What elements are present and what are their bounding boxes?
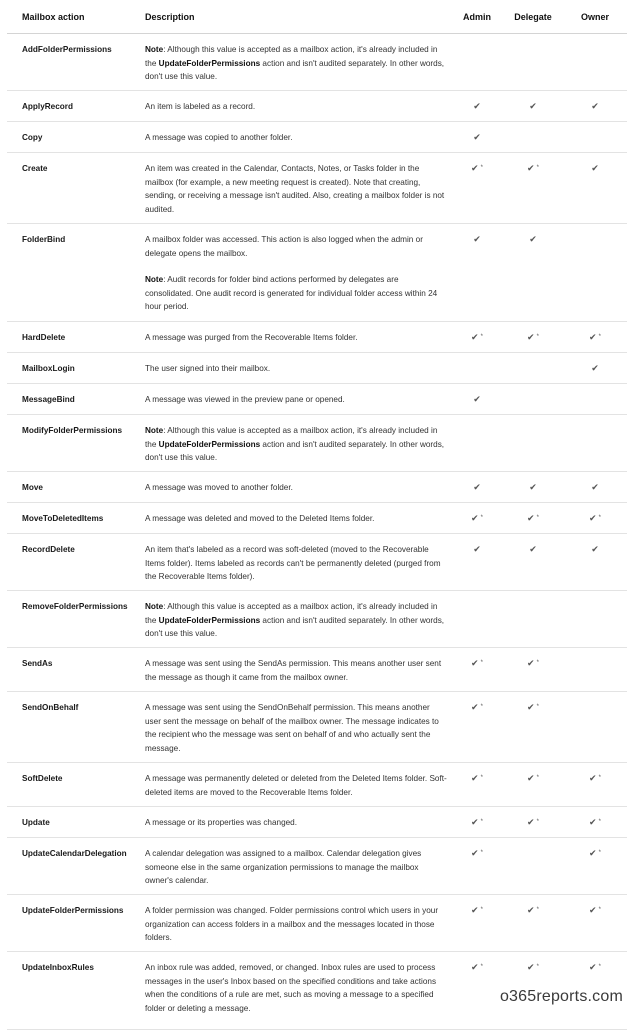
owner-cell: [563, 503, 627, 534]
delegate-cell: [503, 895, 563, 952]
checkmark-glyph: ✔: [527, 658, 535, 668]
delegate-cell: [503, 838, 563, 895]
checkmark-glyph: ✔: [473, 101, 481, 111]
table-row: [7, 353, 627, 384]
description-paragraph: [145, 43, 447, 84]
checkmark-glyph: ✔: [529, 101, 537, 111]
delegate-cell: [503, 322, 563, 353]
owner-cell: [563, 591, 627, 648]
admin-cell: [451, 763, 503, 807]
owner-cell: [563, 763, 627, 807]
asterisk-icon: *: [480, 850, 483, 856]
checkmark-glyph: ✔: [527, 513, 535, 523]
owner-cell: [563, 895, 627, 952]
mailbox-action-name: AddFolderPermissions: [7, 34, 145, 91]
checkmark-icon: [589, 848, 601, 858]
mailbox-action-name: SendOnBehalf: [7, 692, 145, 763]
table-row: [7, 153, 627, 224]
asterisk-icon: *: [598, 775, 601, 781]
owner-cell: [563, 122, 627, 153]
admin-cell: [451, 384, 503, 415]
checkmark-icon: [471, 962, 483, 972]
owner-cell: [563, 838, 627, 895]
asterisk-icon: *: [536, 515, 539, 521]
checkmark-glyph: ✔: [471, 773, 479, 783]
asterisk-icon: *: [480, 819, 483, 825]
owner-cell: [563, 322, 627, 353]
mailbox-action-name: Create: [7, 153, 145, 224]
description-text: action and isn't audited separately. In other words, don't use this value.: [145, 58, 445, 81]
checkmark-icon: [473, 101, 481, 111]
owner-cell: [563, 384, 627, 415]
checkmark-glyph: ✔: [473, 132, 481, 142]
owner-cell: [563, 34, 627, 91]
checkmark-glyph: ✔: [527, 163, 535, 173]
description-text: An item was created in the Calendar, Contacts, Notes, or Tasks folder in the mailbox (for example, a new meeting request is created). Note that creating, sending, or receiving a message isn't audited. Also, creating a mailbox folder is not audited.: [145, 164, 445, 214]
asterisk-icon: *: [480, 165, 483, 171]
owner-cell: [563, 153, 627, 224]
delegate-cell: [503, 224, 563, 322]
table-row: [7, 648, 627, 692]
table-row: [7, 591, 627, 648]
action-description: [145, 415, 451, 472]
checkmark-icon: [589, 962, 601, 972]
checkmark-icon: [589, 817, 601, 827]
asterisk-icon: *: [536, 964, 539, 970]
checkmark-icon: [473, 234, 481, 244]
admin-cell: [451, 952, 503, 1030]
description-text: A mailbox folder was accessed. This action is also logged when the admin or delegate opens the mailbox.: [145, 235, 423, 258]
checkmark-icon: [589, 332, 601, 342]
action-description: [145, 591, 451, 648]
admin-cell: [451, 692, 503, 763]
admin-cell: [451, 122, 503, 153]
delegate-cell: [503, 503, 563, 534]
table-body: [7, 34, 627, 1030]
asterisk-icon: *: [598, 334, 601, 340]
checkmark-icon: [471, 163, 483, 173]
action-description: [145, 384, 451, 415]
description-paragraph: [145, 816, 447, 830]
description-text: A message was viewed in the preview pane or opened.: [145, 395, 345, 404]
description-emphasis: Note: [145, 602, 164, 611]
table-header-row: [7, 0, 627, 34]
action-description: [145, 692, 451, 763]
action-description: [145, 807, 451, 838]
table-row: [7, 807, 627, 838]
header-admin: Admin: [451, 0, 503, 34]
delegate-cell: [503, 692, 563, 763]
checkmark-glyph: ✔: [471, 817, 479, 827]
mailbox-action-name: RemoveFolderPermissions: [7, 591, 145, 648]
mailbox-action-name: Update: [7, 807, 145, 838]
header-delegate: Delegate: [503, 0, 563, 34]
description-paragraph: [145, 131, 447, 145]
action-description: [145, 353, 451, 384]
asterisk-icon: *: [480, 964, 483, 970]
owner-cell: [563, 91, 627, 122]
description-text: A message was sent using the SendOnBehalf permission. This means another user sent the message on behalf of the mailbox owner. The message indicates to the recipient who the message was sent on behalf of and who actually sent the message.: [145, 703, 439, 753]
description-text: A calendar delegation was assigned to a mailbox. Calendar delegation gives someone else in the same organization permissions to manage the mailbox owner's calendar.: [145, 849, 422, 885]
asterisk-icon: *: [536, 334, 539, 340]
description-text: The user signed into their mailbox.: [145, 364, 271, 373]
checkmark-icon: [471, 905, 483, 915]
mailbox-action-name: HardDelete: [7, 322, 145, 353]
admin-cell: [451, 224, 503, 322]
admin-cell: [451, 353, 503, 384]
checkmark-glyph: ✔: [529, 234, 537, 244]
checkmark-icon: [471, 513, 483, 523]
admin-cell: [451, 322, 503, 353]
checkmark-glyph: ✔: [529, 482, 537, 492]
delegate-cell: [503, 34, 563, 91]
checkmark-icon: [529, 482, 537, 492]
delegate-cell: [503, 534, 563, 591]
checkmark-icon: [471, 702, 483, 712]
action-description: [145, 648, 451, 692]
delegate-cell: [503, 353, 563, 384]
checkmark-icon: [591, 363, 599, 373]
asterisk-icon: *: [536, 165, 539, 171]
delegate-cell: [503, 415, 563, 472]
asterisk-icon: *: [480, 660, 483, 666]
table-row: [7, 384, 627, 415]
table-row: [7, 534, 627, 591]
description-paragraph: [145, 961, 447, 1015]
action-description: [145, 763, 451, 807]
checkmark-glyph: ✔: [527, 962, 535, 972]
checkmark-icon: [473, 482, 481, 492]
asterisk-icon: *: [598, 819, 601, 825]
delegate-cell: [503, 472, 563, 503]
description-paragraph: [145, 543, 447, 584]
action-description: [145, 34, 451, 91]
delegate-cell: [503, 807, 563, 838]
checkmark-glyph: ✔: [527, 817, 535, 827]
asterisk-icon: *: [598, 907, 601, 913]
admin-cell: [451, 415, 503, 472]
table-row: [7, 472, 627, 503]
description-text: : Although this value is accepted as a mailbox action, it's already included in the: [145, 45, 438, 68]
checkmark-icon: [591, 163, 599, 173]
description-text: action and isn't audited separately. In other words, don't use this value.: [145, 439, 445, 462]
asterisk-icon: *: [598, 850, 601, 856]
action-description: [145, 503, 451, 534]
checkmark-glyph: ✔: [473, 394, 481, 404]
checkmark-glyph: ✔: [589, 962, 597, 972]
table-row: [7, 322, 627, 353]
asterisk-icon: *: [480, 704, 483, 710]
delegate-cell: [503, 384, 563, 415]
header-mailbox-action: Mailbox action: [7, 0, 145, 34]
asterisk-icon: *: [598, 964, 601, 970]
delegate-cell: [503, 153, 563, 224]
checkmark-glyph: ✔: [473, 482, 481, 492]
checkmark-icon: [471, 658, 483, 668]
site-watermark: o365reports.com: [499, 988, 623, 1005]
checkmark-icon: [589, 773, 601, 783]
description-emphasis: UpdateFolderPermissions: [158, 58, 261, 68]
checkmark-glyph: ✔: [471, 332, 479, 342]
description-paragraph: [145, 847, 447, 888]
action-description: [145, 472, 451, 503]
checkmark-glyph: ✔: [471, 962, 479, 972]
asterisk-icon: *: [536, 907, 539, 913]
description-text: A message or its properties was changed.: [145, 818, 298, 827]
checkmark-icon: [471, 332, 483, 342]
action-description: [145, 534, 451, 591]
description-text: A folder permission was changed. Folder permissions control which users in your organization can access folders in a mailbox and the messages located in those folders.: [145, 906, 439, 942]
checkmark-glyph: ✔: [589, 848, 597, 858]
checkmark-icon: [527, 773, 539, 783]
checkmark-glyph: ✔: [471, 658, 479, 668]
mailbox-action-name: ModifyFolderPermissions: [7, 415, 145, 472]
description-text: A message was deleted and moved to the Deleted Items folder.: [145, 514, 375, 523]
table-row: [7, 224, 627, 322]
description-text: An item that's labeled as a record was soft-deleted (moved to the Recoverable Items folder). Items labeled as records can't be permanently deleted (purged from the Recoverable Items folder).: [145, 545, 441, 581]
header-owner: Owner: [563, 0, 627, 34]
action-description: [145, 895, 451, 952]
checkmark-glyph: ✔: [589, 773, 597, 783]
description-emphasis: Note: [145, 275, 164, 284]
checkmark-glyph: ✔: [589, 817, 597, 827]
action-description: [145, 838, 451, 895]
action-description: [145, 91, 451, 122]
checkmark-glyph: ✔: [527, 905, 535, 915]
action-description: [145, 952, 451, 1030]
checkmark-icon: [527, 332, 539, 342]
checkmark-icon: [591, 101, 599, 111]
mailbox-action-name: SendAs: [7, 648, 145, 692]
checkmark-icon: [527, 817, 539, 827]
description-paragraph: [145, 424, 447, 465]
asterisk-icon: *: [536, 775, 539, 781]
asterisk-icon: *: [536, 704, 539, 710]
checkmark-icon: [471, 817, 483, 827]
checkmark-icon: [589, 513, 601, 523]
description-text: action and isn't audited separately. In other words, don't use this value.: [145, 615, 445, 638]
description-text: A message was purged from the Recoverable Items folder.: [145, 333, 358, 342]
description-paragraph: [145, 162, 447, 216]
description-emphasis: Note: [145, 45, 164, 54]
description-text: A message was permanently deleted or deleted from the Deleted Items folder. Soft-deleted items are moved to the Recoverable Items folder.: [145, 774, 447, 797]
description-text: : Although this value is accepted as a mailbox action, it's already included in the: [145, 602, 438, 625]
description-paragraph: [145, 362, 447, 376]
description-text: : Although this value is accepted as a mailbox action, it's already included in the: [145, 426, 438, 449]
description-text: A message was copied to another folder.: [145, 133, 293, 142]
table-row: [7, 895, 627, 952]
description-paragraph: [145, 100, 447, 114]
delegate-cell: [503, 91, 563, 122]
owner-cell: [563, 415, 627, 472]
description-paragraph: [145, 481, 447, 495]
checkmark-glyph: ✔: [473, 544, 481, 554]
checkmark-glyph: ✔: [471, 163, 479, 173]
owner-cell: [563, 472, 627, 503]
delegate-cell: [503, 763, 563, 807]
checkmark-glyph: ✔: [529, 544, 537, 554]
checkmark-icon: [591, 482, 599, 492]
admin-cell: [451, 591, 503, 648]
mailbox-action-name: FolderBind: [7, 224, 145, 322]
checkmark-icon: [529, 544, 537, 554]
description-paragraph: [145, 512, 447, 526]
checkmark-icon: [527, 962, 539, 972]
checkmark-glyph: ✔: [589, 905, 597, 915]
description-paragraph: [145, 657, 447, 684]
mailbox-action-name: Copy: [7, 122, 145, 153]
admin-cell: [451, 807, 503, 838]
action-description: [145, 122, 451, 153]
mailbox-actions-table: [7, 0, 627, 1030]
asterisk-icon: *: [598, 515, 601, 521]
mailbox-action-name: UpdateFolderPermissions: [7, 895, 145, 952]
action-description: [145, 153, 451, 224]
table-row: [7, 415, 627, 472]
checkmark-glyph: ✔: [471, 905, 479, 915]
checkmark-glyph: ✔: [473, 234, 481, 244]
description-paragraph: [145, 393, 447, 407]
asterisk-icon: *: [536, 819, 539, 825]
checkmark-glyph: ✔: [591, 163, 599, 173]
checkmark-icon: [473, 544, 481, 554]
description-emphasis: UpdateFolderPermissions: [158, 439, 261, 449]
admin-cell: [451, 153, 503, 224]
checkmark-icon: [529, 101, 537, 111]
checkmark-glyph: ✔: [527, 773, 535, 783]
table-row: [7, 34, 627, 91]
description-text: A message was moved to another folder.: [145, 483, 293, 492]
description-text: : Audit records for folder bind actions performed by delegates are consolidated. One audit record is generated for individual folder access within 24 hour period.: [145, 275, 438, 311]
description-paragraph: [145, 904, 447, 945]
header-description: Description: [145, 0, 451, 34]
checkmark-icon: [527, 163, 539, 173]
checkmark-glyph: ✔: [471, 513, 479, 523]
checkmark-icon: [529, 234, 537, 244]
asterisk-icon: *: [480, 515, 483, 521]
description-emphasis: UpdateFolderPermissions: [158, 615, 261, 625]
description-paragraph: [145, 772, 447, 799]
admin-cell: [451, 895, 503, 952]
asterisk-icon: *: [536, 660, 539, 666]
table-row: [7, 503, 627, 534]
checkmark-icon: [471, 773, 483, 783]
admin-cell: [451, 34, 503, 91]
checkmark-glyph: ✔: [471, 702, 479, 712]
admin-cell: [451, 503, 503, 534]
mailbox-action-name: SoftDelete: [7, 763, 145, 807]
checkmark-glyph: ✔: [527, 702, 535, 712]
description-note-paragraph: [145, 273, 447, 314]
description-paragraph: [145, 600, 447, 641]
delegate-cell: [503, 591, 563, 648]
asterisk-icon: *: [480, 775, 483, 781]
description-paragraph: [145, 233, 447, 260]
owner-cell: [563, 534, 627, 591]
mailbox-action-name: ApplyRecord: [7, 91, 145, 122]
checkmark-glyph: ✔: [591, 482, 599, 492]
description-paragraph: [145, 701, 447, 755]
checkmark-icon: [473, 394, 481, 404]
owner-cell: [563, 224, 627, 322]
description-text: A message was sent using the SendAs permission. This means another user sent the message as though it came from the mailbox owner.: [145, 659, 442, 682]
checkmark-glyph: ✔: [527, 332, 535, 342]
admin-cell: [451, 472, 503, 503]
checkmark-icon: [527, 658, 539, 668]
mailbox-action-name: UpdateInboxRules: [7, 952, 145, 1030]
table-row: [7, 838, 627, 895]
checkmark-icon: [527, 905, 539, 915]
asterisk-icon: *: [480, 907, 483, 913]
checkmark-glyph: ✔: [471, 848, 479, 858]
admin-cell: [451, 648, 503, 692]
table-row: [7, 122, 627, 153]
delegate-cell: [503, 648, 563, 692]
owner-cell: [563, 353, 627, 384]
checkmark-icon: [591, 544, 599, 554]
checkmark-icon: [473, 132, 481, 142]
owner-cell: [563, 807, 627, 838]
table-row: [7, 91, 627, 122]
checkmark-glyph: ✔: [591, 363, 599, 373]
checkmark-icon: [527, 702, 539, 712]
checkmark-glyph: ✔: [591, 544, 599, 554]
mailbox-action-name: MessageBind: [7, 384, 145, 415]
action-description: [145, 322, 451, 353]
checkmark-glyph: ✔: [589, 332, 597, 342]
checkmark-glyph: ✔: [591, 101, 599, 111]
description-text: An inbox rule was added, removed, or changed. Inbox rules are used to process messages in the user's Inbox based on the specified conditions and take actions when the conditions of a rule are met, such as moving a message to a specified folder or deleting a message.: [145, 963, 437, 1013]
description-paragraph: [145, 331, 447, 345]
admin-cell: [451, 91, 503, 122]
checkmark-icon: [527, 513, 539, 523]
checkmark-icon: [471, 848, 483, 858]
checkmark-glyph: ✔: [589, 513, 597, 523]
table-row: [7, 763, 627, 807]
action-description: [145, 224, 451, 322]
description-text: An item is labeled as a record.: [145, 102, 256, 111]
owner-cell: [563, 648, 627, 692]
admin-cell: [451, 838, 503, 895]
mailbox-action-name: MoveToDeletedItems: [7, 503, 145, 534]
delegate-cell: [503, 122, 563, 153]
owner-cell: [563, 692, 627, 763]
mailbox-action-name: UpdateCalendarDelegation: [7, 838, 145, 895]
asterisk-icon: *: [480, 334, 483, 340]
admin-cell: [451, 534, 503, 591]
checkmark-icon: [589, 905, 601, 915]
mailbox-action-name: RecordDelete: [7, 534, 145, 591]
mailbox-action-name: Move: [7, 472, 145, 503]
description-emphasis: Note: [145, 426, 164, 435]
mailbox-action-name: MailboxLogin: [7, 353, 145, 384]
table-row: [7, 692, 627, 763]
